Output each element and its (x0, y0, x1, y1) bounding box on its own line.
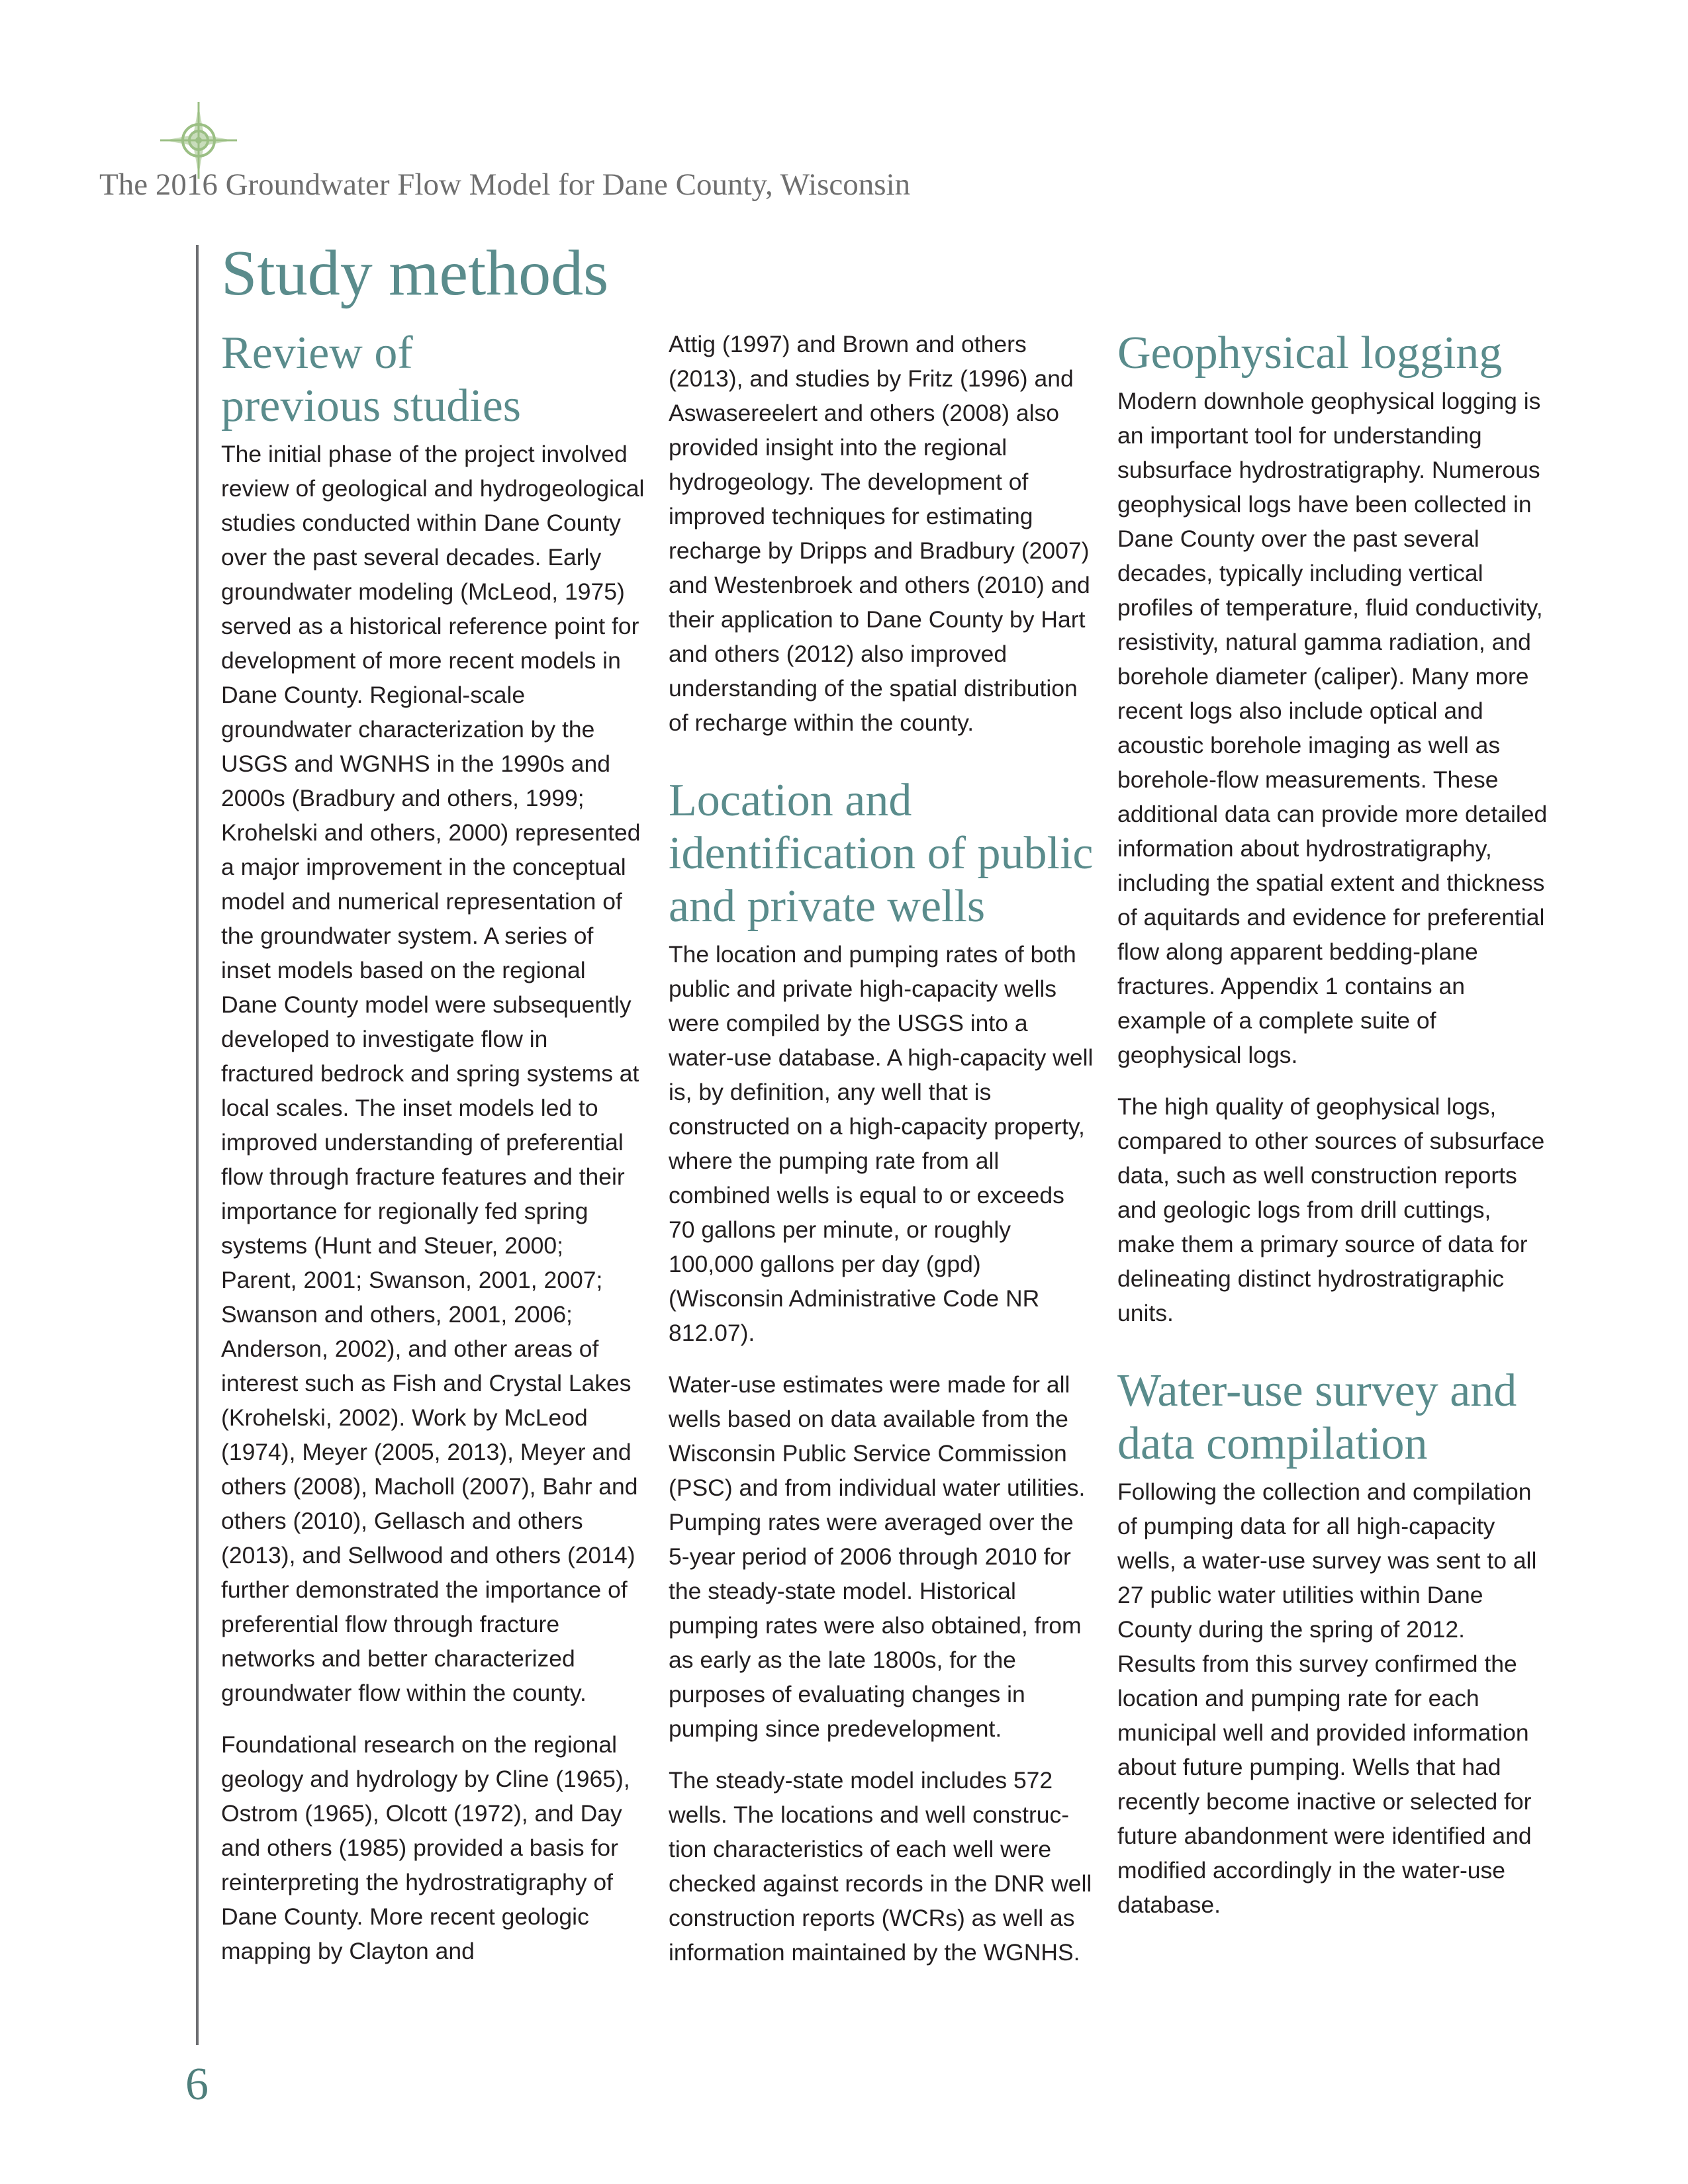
paragraph: Foundational research on the regional geology and hydrology by Cline (1965), Ostrom (1965), Olcott (1972), and Day and others (1985) provided a basis for reinterpreting the hydrostratigraphy of Dane County. More recent geologic mapping by Clayton and (221, 1731, 630, 1964)
heading-line: and private wells (669, 881, 986, 932)
paragraph: Attig (1997) and Brown and others (2013), and studies by Fritz (1996) and Aswasereelert and others (2008) also provided insight into the regional hydrogeology. The development of improved techniques for estimating recharge by Dripps and Bradbury (2007) and Westenbroek and others (2010) and their application to Dane County by Hart and others (2012) also improved understanding of the spatial distribution of recharge within the county. (669, 331, 1090, 736)
heading-line: Review of (221, 328, 413, 379)
paragraph: The steady-state model includes 572 wells. The locations and well construction characteristics of each well were checked against records in the DNR well construction reports (WCRs) as well as information maintained by the WGNHS. (669, 1767, 1092, 1966)
paragraph: Water-use estimates were made for all wells based on data available from the Wisconsin Public Service Commission (PSC) and from individual water utilities. Pumping rates were averaged over the 5-year period of 2006 through 2010 for the steady-state model. Historical pumping rates were also obtained, from as early as the late 1800s, for the purposes of evaluating changes in pumping since predevelopment. (669, 1371, 1086, 1742)
heading-review-of-previous-studies (221, 327, 645, 433)
column-2 (669, 327, 1096, 1987)
heading-location-of-wells (669, 774, 1096, 933)
paragraph: The location and pumping rates of both public and private high-capacity wells were compiled by the USGS into a water-use database. A high-capacity well is, by definition, any well that is constructed on a high-capacity property, where the pumping rate from all combined wells is equal to or exceeds 70 gallons per minute, or roughly 100,000 gallons per day (gpd) (Wisconsin Administrative Code NR 812.07). (669, 941, 1094, 1346)
heading-geophysical-logging: Geophysical logging (1117, 328, 1503, 379)
heading-line: Water-use survey and (1117, 1365, 1517, 1416)
heading-water-use-survey (1117, 1365, 1548, 1471)
heading-line: previous studies (221, 381, 522, 432)
paragraph: Following the collection and compilation of pumping data for all high-capacity wells, a water-use survey was sent to all 27 public water utilities within Dane County during the spring of 2012. Results from this survey confirmed the location and pumping rate for each municipal well and provided information about future pumping. Wells that had recently become inactive or selected for future abandonment were identified and modified accordingly in the water-use database. (1117, 1479, 1537, 1918)
paragraph: The initial phase of the project involved review of geological and hydrogeological studies conducted within Dane County over the past several decades. Early groundwater modeling (McLeod, 1975) served as a historical reference point for development of more recent models in Dane County. Regional-scale groundwater characterization by the USGS and WGNHS in the 1990s and 2000s (Bradbury and others, 1999; Krohelski and others, 2000) represented a major improvement in the conceptual model and numerical representation of the groundwater system. A series of inset models based on the regional Dane County model were subsequently developed to investigate flow in fractured bedrock and spring systems at local scales. The inset models led to improved understanding of preferential flow through fracture features and their importance for regionally fed spring systems (Hunt and Steuer, 2000; Parent, 2001; Swanson, 2001, 2007; Swanson and others, 2001, 2006; Anderson, 2002), and other areas of interest such as Fish and Crystal Lakes (Krohelski, 2002). Work by McLeod (1974), Meyer (2005, 2013), Meyer and others (2008), Macholl (2007), Bahr and others (2010), Gellasch and others (2013), and Sellwood and others (2014) further demonstrated the importance of preferential flow through fracture networks and better characterized groundwater flow within the county. (221, 441, 645, 1706)
heading-line: Location and (669, 775, 912, 826)
column-1 (221, 327, 645, 1985)
running-header: The 2016 Groundwater Flow Model for Dane County, Wisconsin (99, 167, 911, 202)
page-number: 6 (185, 2059, 209, 2110)
heading-line: data compilation (1117, 1418, 1428, 1469)
column-3 (1117, 327, 1548, 1939)
section-title: Study methods (221, 238, 609, 309)
margin-rule (196, 245, 199, 2045)
paragraph: The high quality of geophysical logs, compared to other sources of subsurface data, such as well construction reports and geologic logs from drill cuttings, make them a primary source of data for delineating distinct hydrostratigraphic units. (1117, 1093, 1545, 1326)
heading-line: identification of public (669, 828, 1094, 879)
paragraph: Modern downhole geophysical logging is an important tool for understanding subsurface hydrostratigraphy. Numerous geophysical logs have been collected in Dane County over the past several decades, typically including vertical profiles of temperature, fluid conductivity, resistivity, natural gamma radiation, and borehole diameter (caliper). Many more recent logs also include optical and acoustic borehole imaging as well as borehole-flow measurements. These additional data can provide more detailed information about hydrostratigraphy, including the spatial extent and thickness of aquitards and evidence for preferential flow along apparent bedding-plane fractures. Appendix 1 contains an example of a complete suite of geophysical logs. (1117, 388, 1548, 1068)
